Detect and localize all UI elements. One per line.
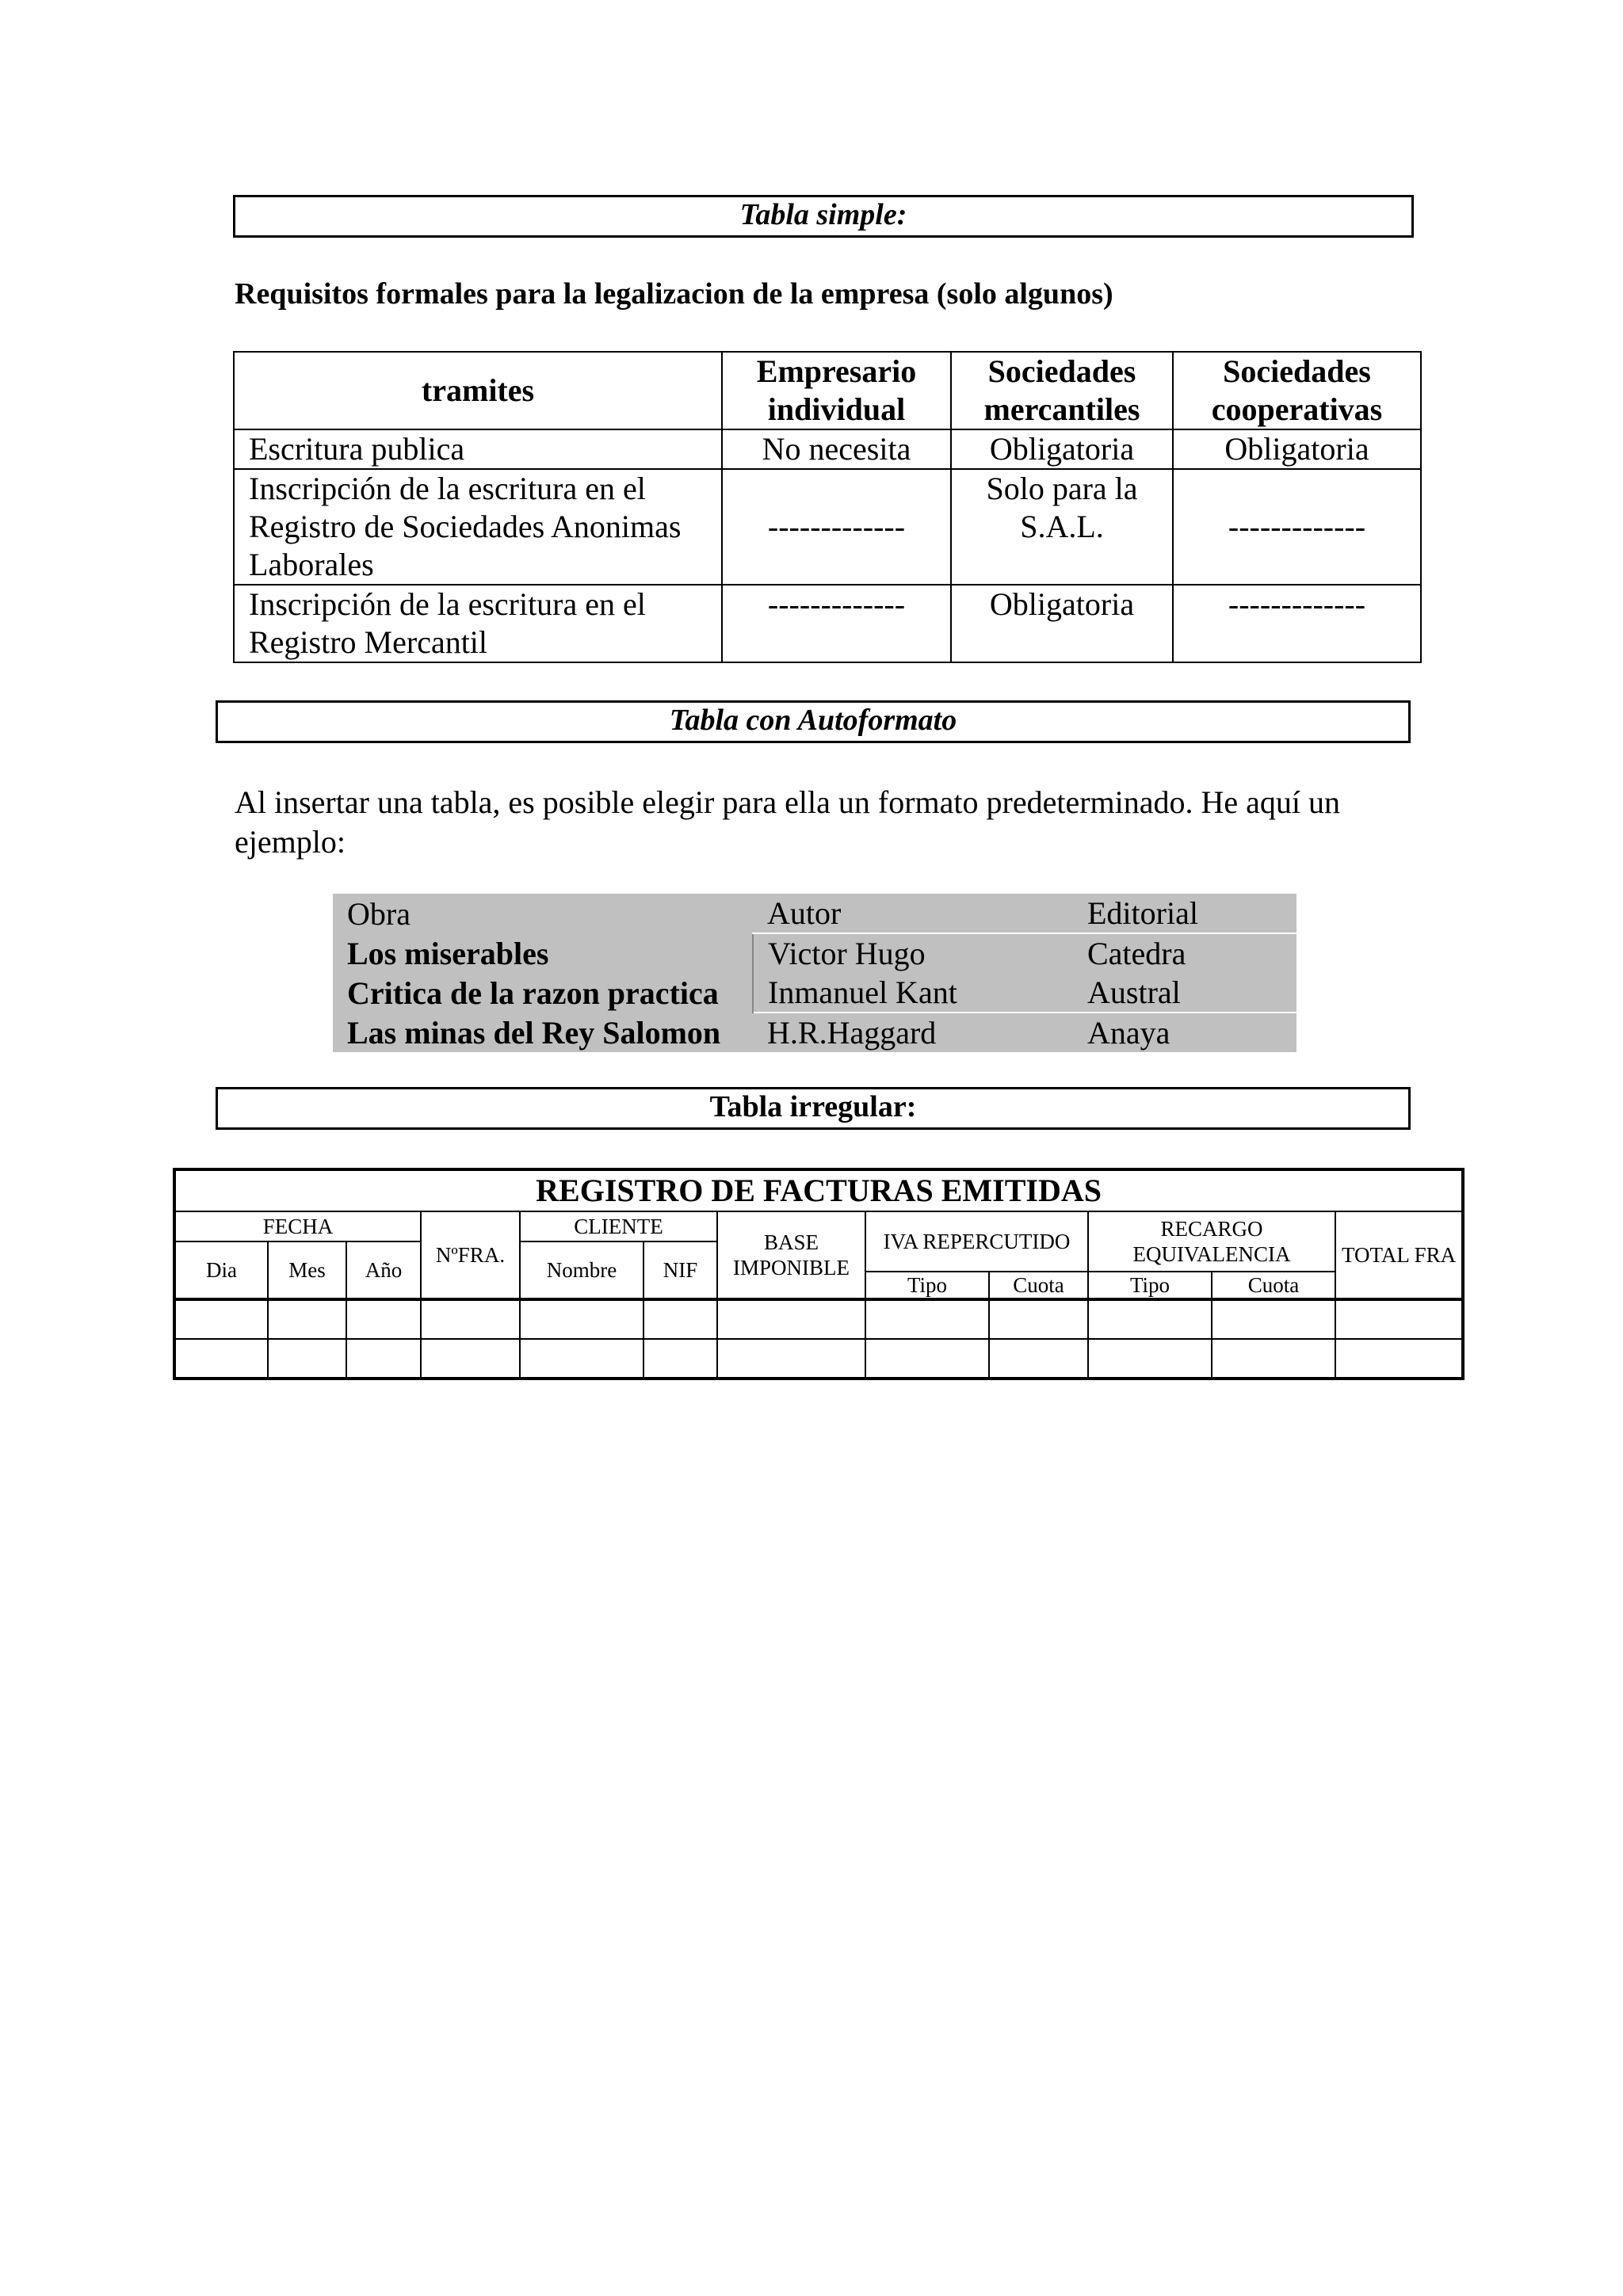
table-row [174,1299,1463,1339]
empty-cell[interactable] [865,1299,989,1339]
table-cell: No necesita [722,429,951,469]
table-cell: Escritura publica [234,429,722,469]
empty-cell[interactable] [520,1299,643,1339]
facturas-table [173,1168,1465,1380]
table-cell: Obligatoria [1173,429,1421,469]
table-cell: Obligatoria [951,585,1173,662]
table-cell: Las minas del Rey Salomon [347,1014,721,1051]
nif-header: NIF [643,1241,717,1299]
empty-cell[interactable] [1335,1299,1463,1339]
table-cell: Austral [1087,974,1181,1010]
column-header: tramites [234,352,722,429]
empty-cell[interactable] [1212,1299,1335,1339]
empty-cell[interactable] [174,1299,268,1339]
total-header: TOTAL FRA [1335,1211,1463,1299]
table-cell: Critica de la razon practica [347,974,719,1011]
empty-cell[interactable] [1088,1299,1212,1339]
empty-cell[interactable] [346,1299,421,1339]
column-header: Obra [347,895,411,932]
table-cell: Anaya [1073,1013,1296,1052]
table-row [333,973,1296,1013]
nombre-header: Nombre [520,1241,643,1299]
anio-header: Año [346,1241,421,1299]
simple-table-heading: Requisitos formales para la legalizacion de la empresa (solo algunos) [235,277,1113,311]
nfra-header: NºFRA. [421,1211,520,1299]
table-row [333,1013,1296,1052]
empty-cell[interactable] [174,1339,268,1379]
recargo-header: RECARGO EQUIVALENCIA [1088,1211,1335,1272]
dia-header: Dia [174,1241,268,1299]
empty-cell[interactable] [643,1339,717,1379]
mes-header: Mes [268,1241,346,1299]
base-header: BASE IMPONIBLE [717,1211,865,1299]
table-cell: H.R.Haggard [753,1013,1073,1052]
empty-cell[interactable] [520,1339,643,1379]
registro-title: REGISTRO DE FACTURAS EMITIDAS [174,1169,1463,1211]
column-header: Sociedades cooperativas [1173,352,1421,429]
table-cell: ------------- [722,585,951,662]
table-row [234,469,1421,585]
rec-tipo-header: Tipo [1088,1272,1212,1299]
table-header-row [234,352,1421,429]
table-cell: Inmanuel Kant [753,973,1073,1013]
iva-tipo-header: Tipo [865,1272,989,1299]
empty-cell[interactable] [421,1339,520,1379]
table-cell: ------------- [722,469,951,585]
column-header: Empresario individual [722,352,951,429]
table-row [234,585,1421,662]
cliente-header: CLIENTE [520,1211,717,1241]
empty-cell[interactable] [346,1339,421,1379]
table-cell: Inscripción de la escritura en el Registro de Sociedades Anonimas Laborales [234,469,722,585]
table-cell: ------------- [1173,469,1421,585]
requisitos-table [233,351,1422,663]
section-title-irregular: Tabla irregular: [216,1087,1411,1130]
empty-cell[interactable] [1335,1339,1463,1379]
section-title-simple: Tabla simple: [233,195,1414,238]
column-header: Sociedades mercantiles [951,352,1173,429]
table-cell: Inscripción de la escritura en el Registro Mercantil [234,585,722,662]
table-cell: Victor Hugo [753,933,1073,973]
empty-cell[interactable] [268,1339,346,1379]
column-header: Editorial [1087,895,1198,931]
table-cell: Catedra [1073,933,1296,973]
empty-cell[interactable] [989,1339,1088,1379]
autoformat-paragraph: Al insertar una tabla, es posible elegir para ella un formato predeterminado. He aquí un ejemplo: [235,784,1341,860]
empty-cell[interactable] [717,1299,865,1339]
table-cell: ------------- [1173,585,1421,662]
rec-cuota-header: Cuota [1212,1272,1335,1299]
table-cell: Obligatoria [951,429,1173,469]
fecha-header: FECHA [174,1211,421,1241]
empty-cell[interactable] [989,1299,1088,1339]
table-row [174,1339,1463,1379]
empty-cell[interactable] [717,1339,865,1379]
table-cell: Solo para la S.A.L. [951,469,1173,585]
table-row [333,933,1296,973]
empty-cell[interactable] [643,1299,717,1339]
empty-cell[interactable] [865,1339,989,1379]
section-title-autoformat: Tabla con Autoformato [216,700,1411,743]
iva-header: IVA REPERCUTIDO [865,1211,1088,1272]
iva-cuota-header: Cuota [989,1272,1088,1299]
empty-cell[interactable] [421,1299,520,1339]
table-row [234,429,1421,469]
autoformat-table [333,894,1296,1052]
empty-cell[interactable] [1212,1339,1335,1379]
empty-cell[interactable] [268,1299,346,1339]
column-header: Autor [767,895,842,931]
empty-cell[interactable] [1088,1339,1212,1379]
table-header-row [333,894,1296,933]
table-cell: Los miserables [347,935,549,971]
